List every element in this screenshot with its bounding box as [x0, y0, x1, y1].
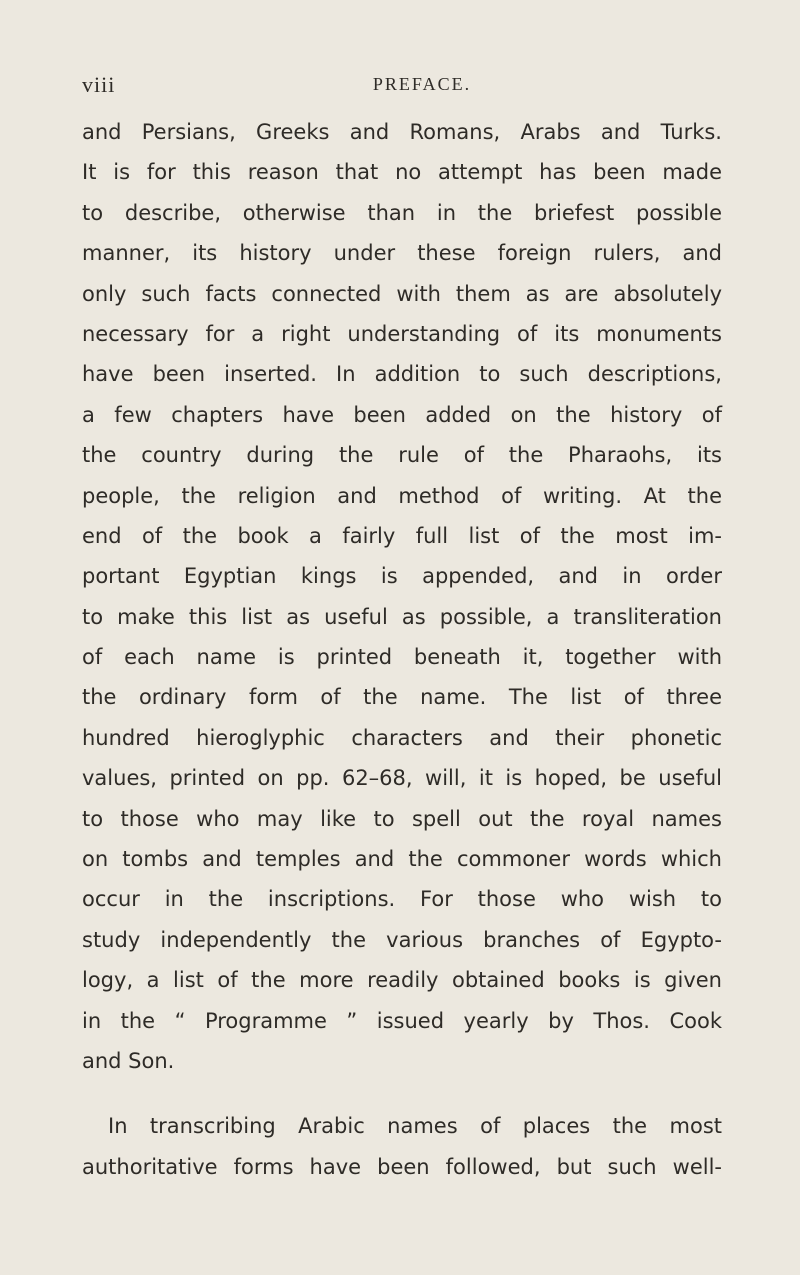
text-line: and Persians, Greeks and Romans, Arabs and Turks.: [82, 120, 722, 144]
text-line: only such facts connected with them as are absolutely: [82, 281, 722, 306]
text-line: It is for this reason that no attempt has been made: [82, 160, 722, 185]
text-line: portant Egyptian kings is appended, and in order: [82, 564, 722, 589]
text-line: authoritative forms have been followed, but such well-: [82, 1154, 722, 1179]
page-number: viii: [82, 72, 116, 97]
text-line: manner, its history under these foreign rulers, and: [82, 241, 722, 266]
text-line: the ordinary form of the name. The list of three: [82, 685, 722, 710]
text-line: to describe, otherwise than in the briefest possible: [82, 200, 722, 225]
text-line: of each name is printed beneath it, together with: [82, 645, 722, 670]
text-line: end of the book a fairly full list of the most im-: [82, 523, 722, 548]
paragraph: [82, 112, 722, 1081]
text-line: necessary for a right understanding of its monuments: [82, 321, 722, 346]
running-head: [82, 72, 722, 108]
text-line: hundred hieroglyphic characters and their phonetic: [82, 725, 722, 750]
text-line: a few chapters have been added on the history of: [82, 402, 722, 427]
body-text: [82, 112, 722, 1187]
text-line: values, printed on pp. 62–68, will, it is hoped, be useful: [82, 766, 722, 791]
text-line: occur in the inscriptions. For those who wish to: [82, 887, 722, 912]
text-line: and Son.: [82, 1048, 175, 1073]
text-line: in the “ Programme ” issued yearly by Thos. Cook: [82, 1008, 722, 1033]
paragraph: [82, 1106, 722, 1187]
text-line: In transcribing Arabic names of places the most: [108, 1114, 722, 1139]
text-line: people, the religion and method of writing. At the: [82, 483, 722, 508]
paragraph-gap: [82, 1081, 722, 1106]
text-line: study independently the various branches of Egypto-: [82, 927, 722, 952]
text-line: on tombs and temples and the commoner words which: [82, 847, 722, 872]
text-line: have been inserted. In addition to such descriptions,: [82, 362, 722, 387]
text-line: to make this list as useful as possible, a transliteration: [82, 604, 722, 629]
text-line: logy, a list of the more readily obtained books is given: [82, 968, 722, 993]
text-line: the country during the rule of the Pharaohs, its: [82, 443, 722, 468]
running-head-title: PREFACE.: [372, 74, 472, 94]
text-line: to those who may like to spell out the royal names: [82, 806, 722, 831]
